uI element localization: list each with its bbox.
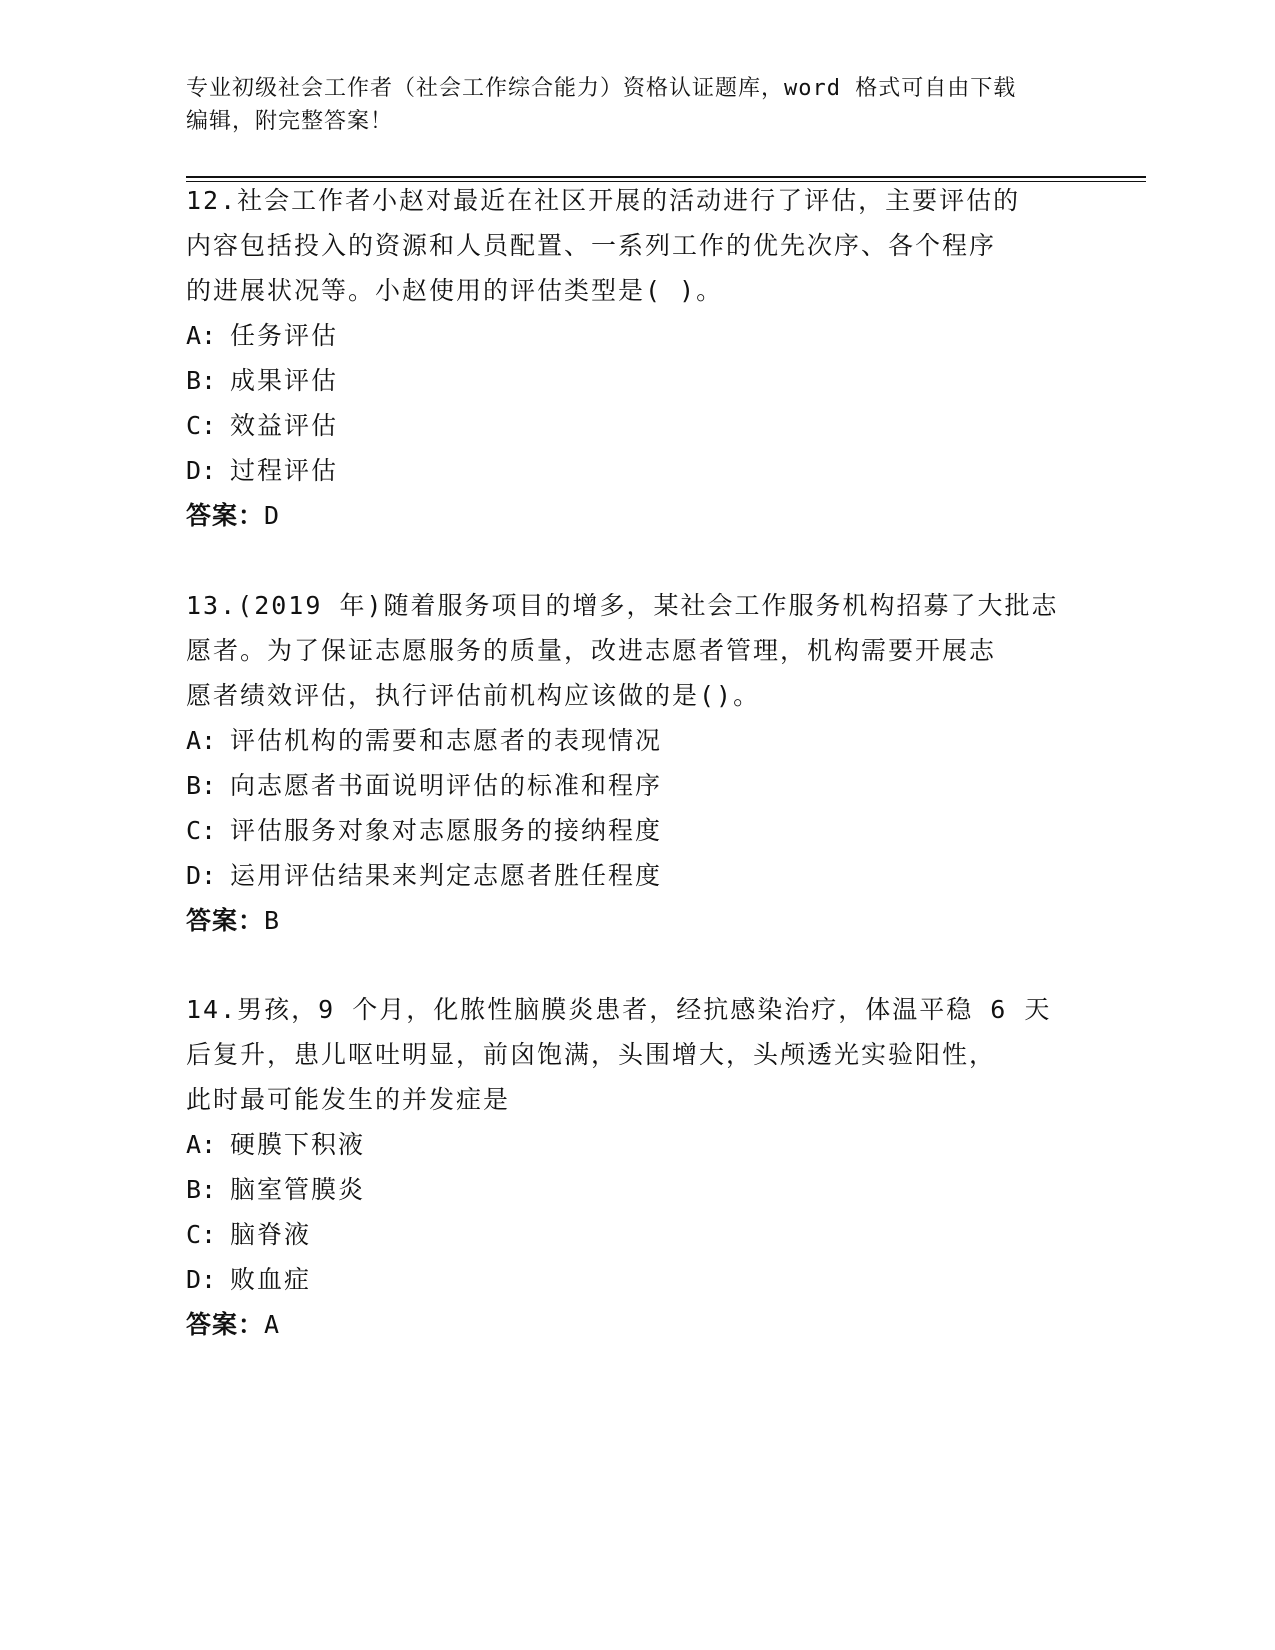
- option-text: 过程评估: [230, 456, 339, 485]
- option-c: [186, 1212, 1086, 1257]
- option-letter: B:: [186, 771, 217, 800]
- option-text: 败血症: [230, 1265, 312, 1294]
- option-text: 评估服务对象对志愿服务的接纳程度: [230, 816, 663, 845]
- document-header: [186, 72, 1066, 138]
- option-text: 效益评估: [230, 411, 339, 440]
- option-d: [186, 1257, 1086, 1302]
- question-stem-line: 愿者。为了保证志愿服务的质量，改进志愿者管理，机构需要开展志: [186, 636, 997, 665]
- option-text: 向志愿者书面说明评估的标准和程序: [230, 771, 663, 800]
- question-stem-line: 13.(2019 年)随着服务项目的增多，某社会工作服务机构招募了大批志: [186, 591, 1059, 620]
- option-text: 成果评估: [230, 366, 339, 395]
- option-letter: C:: [186, 816, 217, 845]
- answer-value: D: [264, 501, 281, 530]
- option-letter: A:: [186, 726, 217, 755]
- option-text: 硬膜下积液: [230, 1130, 366, 1159]
- answer-label: 答案：: [186, 906, 265, 935]
- answer-line: [186, 898, 1086, 943]
- option-b: [186, 763, 1086, 808]
- option-letter: C:: [186, 1220, 217, 1249]
- option-d: [186, 853, 1086, 898]
- option-text: 脑室管膜炎: [230, 1175, 366, 1204]
- option-text: 任务评估: [230, 321, 339, 350]
- option-text: 评估机构的需要和志愿者的表现情况: [230, 726, 663, 755]
- answer-label: 答案：: [186, 501, 265, 530]
- answer-value: A: [264, 1310, 281, 1339]
- option-c: [186, 403, 1086, 448]
- option-b: [186, 358, 1086, 403]
- header-line-2: 编辑，附完整答案！: [186, 109, 394, 134]
- option-text: 脑脊液: [230, 1220, 312, 1249]
- question-14: [186, 987, 1086, 1347]
- question-stem-line: 的进展状况等。小赵使用的评估类型是( )。: [186, 276, 724, 305]
- option-letter: D:: [186, 1265, 217, 1294]
- option-letter: D:: [186, 456, 217, 485]
- question-stem-line: 愿者绩效评估，执行评估前机构应该做的是()。: [186, 681, 761, 710]
- question-stem-line: 内容包括投入的资源和人员配置、一系列工作的优先次序、各个程序: [186, 231, 997, 260]
- option-text: 运用评估结果来判定志愿者胜任程度: [230, 861, 663, 890]
- answer-line: [186, 493, 1086, 538]
- option-letter: A:: [186, 321, 217, 350]
- option-a: [186, 718, 1086, 763]
- option-d: [186, 448, 1086, 493]
- option-letter: C:: [186, 411, 217, 440]
- question-stem-line: 此时最可能发生的并发症是: [186, 1085, 511, 1114]
- option-a: [186, 1122, 1086, 1167]
- question-stem-line: 12.社会工作者小赵对最近在社区开展的活动进行了评估，主要评估的: [186, 186, 1021, 215]
- option-b: [186, 1167, 1086, 1212]
- question-stem-line: 后复升，患儿呕吐明显，前囟饱满，头围增大，头颅透光实验阳性，: [186, 1040, 997, 1069]
- answer-value: B: [264, 906, 281, 935]
- question-stem-line: 14.男孩，9 个月，化脓性脑膜炎患者，经抗感染治疗，体温平稳 6 天: [186, 995, 1052, 1024]
- question-12: [186, 178, 1086, 538]
- option-letter: A:: [186, 1130, 217, 1159]
- header-line-1: 专业初级社会工作者（社会工作综合能力）资格认证题库，word 格式可自由下载: [186, 76, 1017, 101]
- answer-line: [186, 1302, 1086, 1347]
- option-letter: B:: [186, 1175, 217, 1204]
- answer-label: 答案：: [186, 1310, 265, 1339]
- option-letter: D:: [186, 861, 217, 890]
- option-letter: B:: [186, 366, 217, 395]
- option-c: [186, 808, 1086, 853]
- option-a: [186, 313, 1086, 358]
- question-13: [186, 583, 1086, 943]
